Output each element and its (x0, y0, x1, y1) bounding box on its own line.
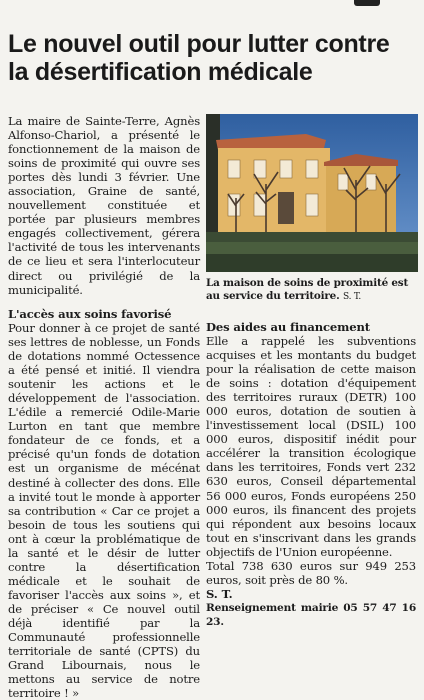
section-funding-block (206, 320, 416, 629)
contact-info: Renseignement mairie 05 57 47 16 23. (206, 601, 416, 628)
section-access-block (8, 307, 200, 700)
health-house-photo (206, 114, 418, 272)
headline-line-1: Le nouvel outil pour lutter contre (8, 30, 390, 58)
page-edge-mark (354, 0, 380, 6)
photo-caption (206, 277, 418, 304)
headline-line-2: la désertification médicale (8, 58, 313, 86)
photo-credit: S. T. (342, 292, 362, 302)
article-headline (8, 30, 418, 86)
author-signature: S. T. (206, 586, 233, 601)
section-funding-body: Elle a rappelé les subventions acquises et les montants du budget pour la réalisation de cette maison de soins : dotation d'équipement des territoires ruraux (DETR) 100 000 euros, dotation de soutien à l'investissement local (DSIL) 100 000 euros, dispositif inédit pour accélérer la transition écologique dans les territoires, Fonds vert 232 630 euros, Conseil départemental 56 000 euros, Fonds européens 250 000 euros, ils financent des projets qui répondent aux besoins locaux tout en s'inscrivant dans les grands objectifs de l'Union européenne. (206, 334, 416, 559)
photo-caption-text: La maison de soins de proximité est au service du territoire. (206, 277, 409, 302)
funding-total: Total 738 630 euros sur 949 253 euros, soit près de 80 %. (206, 558, 416, 587)
intro-paragraph-block (8, 114, 200, 297)
section-access-title: L'accès aux soins favorisé (8, 307, 172, 321)
intro-paragraph: La maire de Sainte-Terre, Agnès Alfonso-Chariol, a présenté le fonctionnement de la maison de soins de proximité qui ouvre ses portes dès lundi 3 février. Une association, Graine de santé, nouvellement constituée et portée par plusieurs membres engagés collectivement, gérera l'activité de tous les intervenants de ce lieu et sera l'interlocuteur direct ou privilégié de la municipalité. (8, 114, 200, 297)
section-access-body: Pour donner à ce projet de santé ses lettres de noblesse, un Fonds de dotations nommé Octessence a été pensé et initié. Il viendra soutenir les actions et le développement de l'association. L'édile a remercié Odile-Marie Lurton en tant que membre fondateur de ce fonds, et a précisé qu'un fonds de dotation est un organisme de mécénat destiné à collecter des dons. Elle a invité tout le monde à apporter sa contribution « Car ce projet a besoin de tous les soutiens qui ont à cœur la problématique de la santé et le désir de lutter contre la désertification médicale et le souhait de favoriser l'accès aux soins », et de préciser « Ce nouvel outil déjà identifié par la Communauté professionnelle territoriale de santé (CPTS) du Grand Libournais, nous le mettons au service de notre territoire ! » (8, 321, 200, 700)
section-funding-title: Des aides au financement (206, 320, 370, 334)
